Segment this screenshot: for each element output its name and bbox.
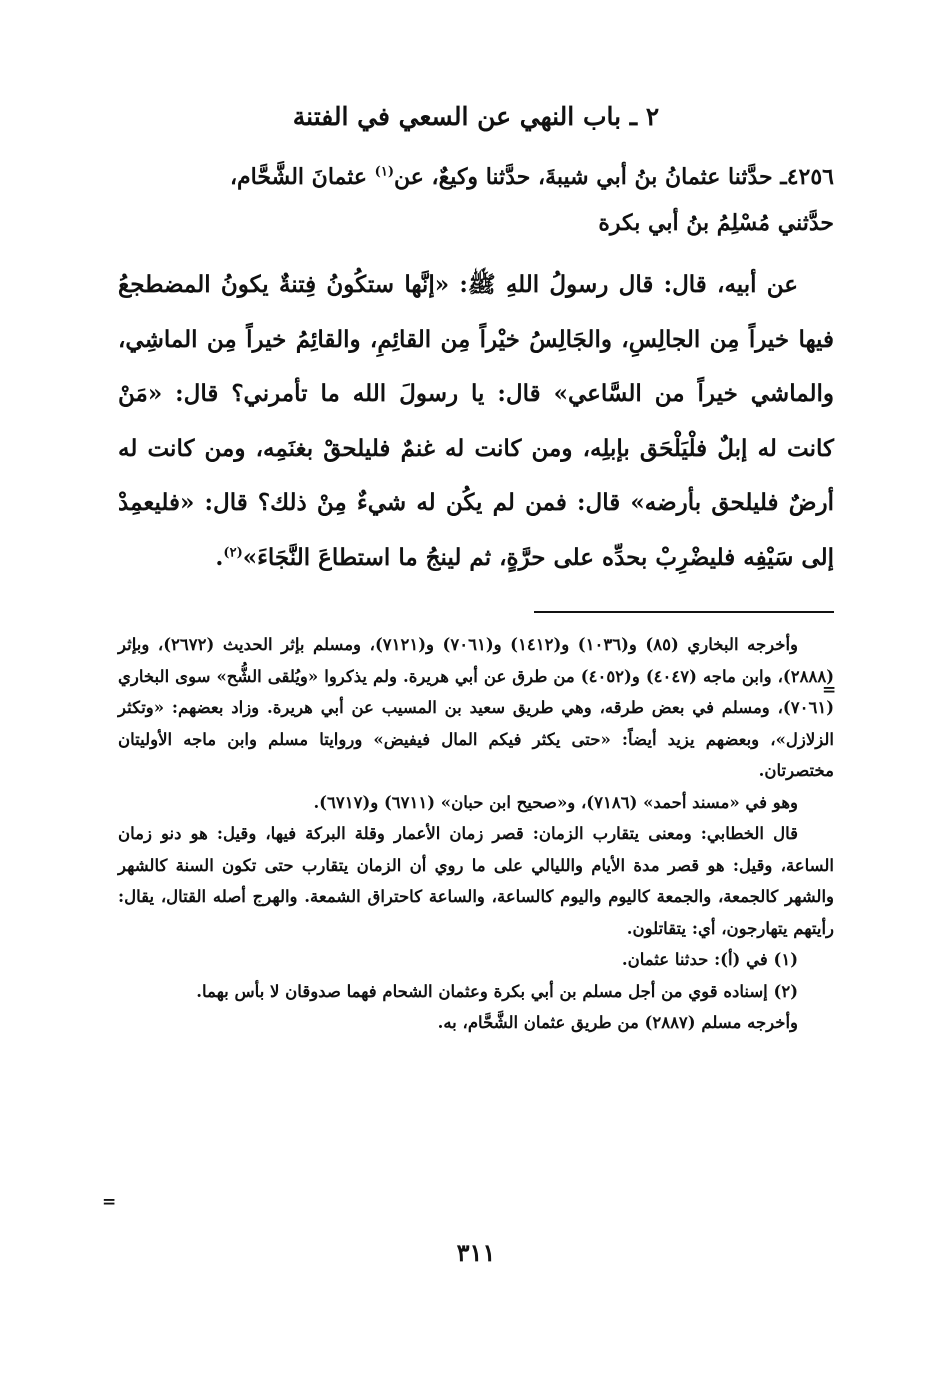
hadith-number: ٤٢٥٦	[786, 164, 834, 190]
isnad-text-1: ـ حدَّثنا عثمانُ بنُ أبي شيبةَ، حدَّثنا وكيعٌ، عن	[393, 164, 787, 190]
isnad-line-1	[118, 154, 834, 200]
footnote-2: (٢) إسناده قوي من أجل مسلم بن أبي بكرة وعثمان الشحام فهما صدوقان لا بأس بهما.	[196, 981, 798, 1001]
footnote-1: (١) في (أ): حدثنا عثمان.	[621, 950, 798, 969]
continuation-mark-end: =	[102, 1192, 117, 1212]
footnotes-section	[118, 629, 837, 1039]
footnote-divider	[534, 611, 834, 613]
footnote-ref-1[interactable]: (١)	[374, 164, 394, 180]
isnad-text-1-end: عثمانَ الشَّحَّام،	[229, 164, 375, 190]
isnad-line-2: حدَّثني مُسْلِمُ بنُ أبي بكرة	[598, 210, 834, 236]
hadith-matn	[118, 258, 834, 585]
continuation-mark-start: =	[822, 680, 837, 700]
footnote-continuation: وأخرجه البخاري (٨٥) و(١٠٣٦) و(١٤١٢) و(٧٠٦١) و(٧١٢١)، ومسلم بإثر الحديث (٢٦٧٢)، وبإثر (٢٨٨٨)، وابن ماجه (٤٠٤٧) و(٤٠٥٢) من طرق عن أبي هريرة. ولم يذكروا «ويُلقى الشُّح» سوى البخاري (٧٠٦١)، ومسلم في بعض طرقه، وهي طريق سعيد بن المسيب عن أبي هريرة. وزاد بعضهم: «وتكثر الزلازل»، وبعضهم يزيد أيضاً: «حتى يكثر فيكم المال فيفيض» وروايتا مسلم وابن ماجه الأوليتان مختصرتان.	[118, 635, 834, 780]
footnote-ref-2[interactable]: (٢)	[223, 544, 243, 560]
hadith-isnad	[118, 154, 834, 246]
footnote-musnad: وهو في «مسند أحمد» (٧١٨٦)، و«صحيح ابن حبان» (٦٧١١) و(٦٧١٧).	[313, 792, 798, 812]
matn-text: عن أبيه، قال: قال رسولُ اللهِ ﷺ: «إنَّها ستكُونُ فِتنةٌ يكونُ المضطجعُ فيها خيراً مِن الجالِسِ، والجَالِسُ خيْراً مِن القائِمِ، والقائِمُ خيراً مِن الماشِي، والماشي خيراً من السَّاعي» قال: يا رسولَ الله ما تأمرني؟ قال: «مَنْ كانت له إبلٌ فلْيَلْحَق بإبلِه، ومن كانت له غنمٌ فليلحقْ بغنَمِه، ومن كانت له أرضٌ فليلحق بأرضه» قال: فمن لم يكُن له شيءٌ مِنْ ذلك؟ قال: «فليعمِدْ إلى سَيْفِه فليضْرِبْ بحدِّه على حرَّةٍ، ثم لينجُ ما استطاعَ النَّجَاءَ»	[118, 271, 834, 571]
footnote-khattabi: قال الخطابي: ومعنى يتقارب الزمان: قصر زمان الأعمار وقلة البركة فيها، وقيل: هو دنو زمان الساعة، وقيل: هو قصر مدة الأيام والليالي على ما روي أن الزمان يتقارب حتى تكون السنة كالشهر والشهر كالجمعة، والجمعة كاليوم واليوم كالساعة، والساعة كاحتراق الشمعة. والهرج أصله القتال، يقال: رأيتهم يتهارجون، أي: يتقاتلون.	[118, 824, 834, 938]
chapter-title: ٢ ـ باب النهي عن السعي في الفتنة	[292, 102, 660, 131]
footnote-2-extra: وأخرجه مسلم (٢٨٨٧) من طريق عثمان الشَّحَّام، به.	[437, 1013, 798, 1032]
book-page	[118, 100, 837, 1320]
matn-end: .	[215, 543, 224, 571]
page-number: ٣١١	[456, 1238, 496, 1267]
